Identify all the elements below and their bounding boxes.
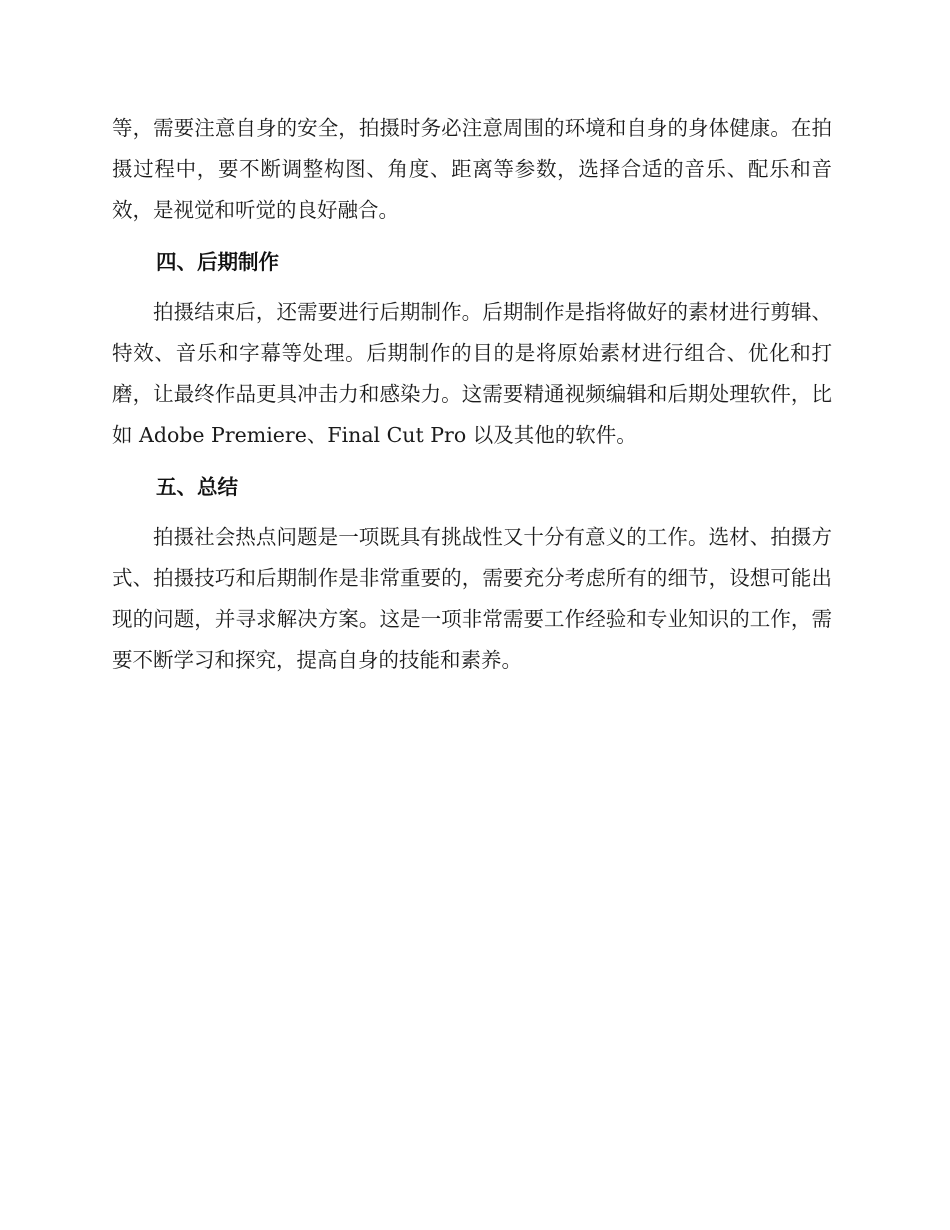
section-heading-summary: 五、总结	[156, 475, 238, 499]
section-heading-post-production: 四、后期制作	[156, 250, 279, 274]
intro-paragraph: 等，需要注意自身的安全，拍摄时务必注意周围的环境和自身的身体健康。在拍摄过程中，要不断调整构图、角度、距离等参数，选择合适的音乐、配乐和音效，是视觉和听觉的良好融合。	[112, 116, 832, 222]
document-body	[112, 108, 832, 681]
post-production-paragraph: 拍摄结束后，还需要进行后期制作。后期制作是指将做好的素材进行剪辑、特效、音乐和字幕等处理。后期制作的目的是将原始素材进行组合、优化和打磨，让最终作品更具冲击力和感染力。这需要精通视频编辑和后期处理软件，比如 Adobe Premiere、Final Cut Pro 以及其他的软件。	[112, 300, 832, 447]
summary-paragraph: 拍摄社会热点问题是一项既具有挑战性又十分有意义的工作。选材、拍摄方式、拍摄技巧和后期制作是非常重要的，需要充分考虑所有的细节，设想可能出现的问题，并寻求解决方案。这是一项非常需要工作经验和专业知识的工作，需要不断学习和探究，提高自身的技能和素养。	[112, 525, 832, 672]
